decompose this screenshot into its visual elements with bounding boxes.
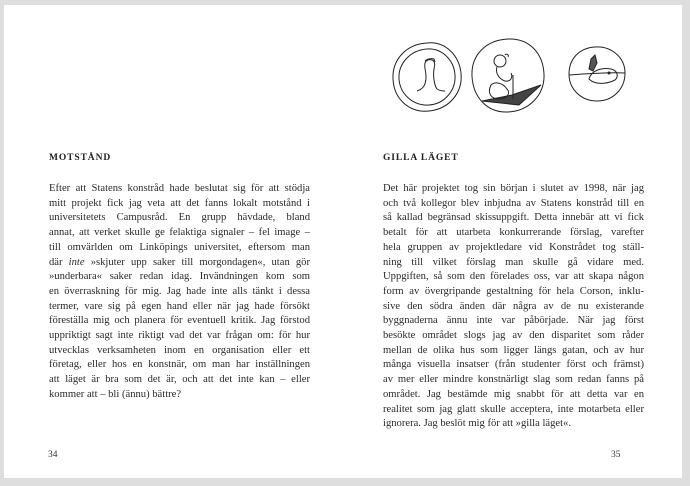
text-line: termer, vare sig på egen hand eller när jag hade försökt: [49, 300, 310, 312]
text-line: Uppgiften, så som den förelades oss, var att skapa någon: [383, 271, 644, 283]
text-line: »underbara« saker redan idag. Invändningen kom som: [49, 271, 310, 283]
left-page: [4, 5, 343, 478]
inner-ring: [399, 49, 455, 105]
book-spread: [4, 5, 682, 478]
text-line: många visuella insatser (från studenter först och främst): [383, 359, 644, 371]
page-number: 35: [611, 450, 621, 460]
text-line: besökte området slogs jag av den disparitet som råder: [383, 330, 644, 342]
section-heading: MOTSTÅND: [49, 153, 112, 163]
text-line: universitetets Campusråd. En grupp hävdade, bland: [49, 212, 310, 224]
text-fragment: »skjuter upp saker till morgondagen«, utan gör: [84, 256, 310, 268]
text-line: hela gruppen av projektledare vid Konstrådet tog ställ-: [383, 241, 644, 253]
text-line: [49, 256, 310, 271]
text-line: ignorera. Jag beslöt mig för att »gilla läget«.: [383, 418, 571, 430]
text-line: uppriktigt sagt inte riktigt vad det var frågan om: för hur: [49, 330, 310, 342]
medallion-illustrations: [379, 29, 629, 119]
figures-on-carpet-medallion: [472, 39, 544, 112]
text-line: så kallad begränsad skissuppgift. Detta innebär att vi fick: [383, 212, 644, 224]
text-line: företag, eller hos en konstnär, om man har inställningen: [49, 359, 310, 371]
text-line: byggnaderna ännu inte var påbörjade. När jag först: [383, 315, 644, 327]
text-line: mellan de olika hus som ligger längs gatan, och av hur: [383, 344, 644, 356]
right-page: [343, 5, 682, 478]
text-line: form av övergripande gestaltning för hela Corson, inklu-: [383, 285, 644, 297]
text-line: föreställa mig och planera för eventuell kritik. Jag förstod: [49, 315, 310, 327]
text-line: Efter att Statens konstråd hade beslutat sig för att stödja: [49, 183, 310, 194]
outer-ring: [393, 43, 461, 111]
text-line: av mer eller mindre konstnärligt slag som redan fanns på: [383, 374, 644, 386]
text-line: sive den södra änden där några av de nu existerande: [383, 300, 644, 312]
text-line: till omvärlden om Linköpings universitet, eftersom man: [49, 241, 310, 253]
text-line: en överraskning för mig. Jag hade inte alls tänkt i dessa: [49, 285, 310, 297]
italic-emphasis: inte: [68, 256, 85, 268]
text-line: annat, att verket skulle ge felaktiga signaler – fel image –: [49, 227, 310, 239]
text-line: ning till vilket förslag man skulle gå vidare med.: [383, 256, 644, 268]
bust-figure-medallion: [393, 43, 461, 111]
text-fragment: där: [49, 256, 69, 268]
text-line: Det här projektet tog sin början i slutet av 1998, när jag: [383, 183, 644, 194]
text-line: att läget är bra som det är, och att det inte kan – eller: [49, 374, 310, 386]
text-line: mitt projekt fick jag veta att det fanns lokalt motstånd i: [49, 197, 310, 209]
text-line: betalt för att utarbeta konkurrerande förslag, varefter: [383, 227, 644, 239]
bust-outline: [417, 60, 445, 91]
text-line: utvecklas verksamheten inom en organisation eller ett: [49, 344, 310, 356]
body-paragraph: [49, 182, 310, 403]
text-line: realitet som jag glatt skulle acceptera, inte motarbeta eller: [383, 403, 644, 415]
section-heading: GILLA LÄGET: [383, 153, 459, 163]
page-number: 34: [48, 450, 58, 460]
figure-riding-creature-medallion: [569, 47, 625, 101]
rider-figure: [589, 55, 597, 71]
illustration-row: [379, 29, 629, 119]
text-line: och två kollegor blev inbjudna av Statens konstråd till en: [383, 197, 644, 209]
text-line: området. Jag bestämde mig snabbt för att detta var en: [383, 388, 644, 400]
text-line: kommer att – bli (ännu) bättre?: [49, 388, 182, 400]
body-paragraph: [383, 182, 644, 432]
